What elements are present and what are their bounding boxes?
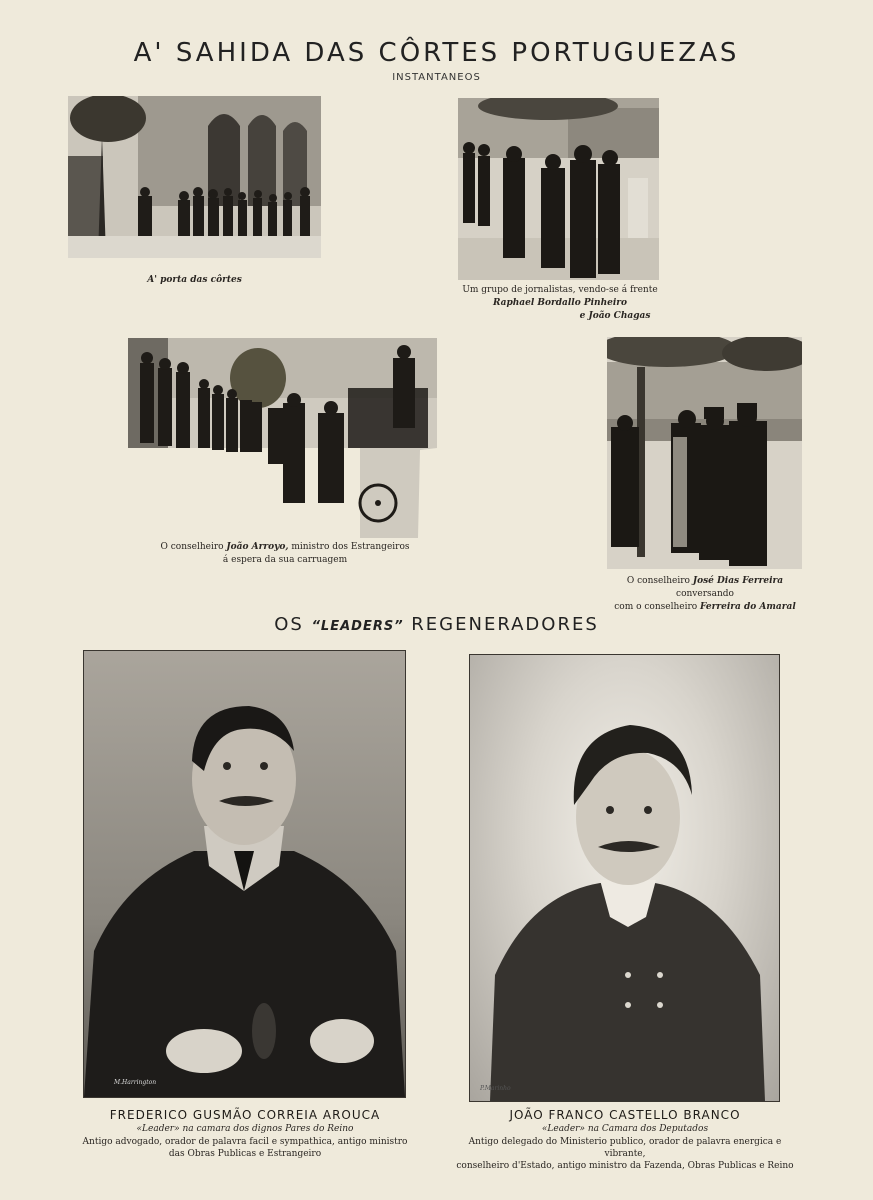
portrait-castello-branco-desc: Antigo delegado do Ministerio publico, orador de palavra energica e vibrante, conselheiro d'Estado, antigo ministro da Fazenda, Obras Publicas e Reino: [456, 1137, 794, 1171]
section-title: OS “LEADERS” REGENERADORES: [274, 614, 599, 635]
portrait-castello-branco: P.Marinho: [469, 654, 780, 1102]
portrait-castello-branco-name: JOÃO FRANCO CASTELLO BRANCO: [509, 1108, 741, 1122]
portrait-arouca-desc: Antigo advogado, orador de palavra facil e sympathica, antigo ministro das Obras Publicas e Estrangeiro: [82, 1137, 408, 1159]
page-title: A' SAHIDA DAS CÔRTES PORTUGUEZAS: [133, 38, 740, 68]
page-subtitle: INSTANTANEOS: [392, 72, 481, 83]
portrait-arouca-role: «Leader» na camara dos dignos Pares do Reino: [136, 1124, 354, 1134]
photo-jornalistas-caption: Um grupo de jornalistas, vendo-se á frente Raphael Bordallo Pinheiro e João Chagas: [462, 285, 658, 321]
photo-dias-ferreira-caption: O conselheiro José Dias Ferreira conversando com o conselheiro Ferreira do Amaral: [614, 576, 796, 612]
photo-dias-ferreira: [607, 337, 802, 569]
photo-arroyo-caption: O conselheiro João Arroyo, ministro dos Estrangeiros á espera da sua carruagem: [160, 542, 410, 565]
portrait-castello-branco-role: «Leader» na Camara dos Deputados: [541, 1124, 709, 1134]
portrait-arouca-name: FREDERICO GUSMÃO CORREIA AROUCA: [109, 1108, 381, 1122]
photo-porta-caption: A' porta das côrtes: [147, 275, 242, 285]
photo-jornalistas: [458, 98, 659, 280]
photo-joao-arroyo: [128, 338, 437, 538]
portrait-arouca: M.Harrington: [83, 650, 406, 1098]
photo-porta-das-cortes: [68, 96, 321, 258]
